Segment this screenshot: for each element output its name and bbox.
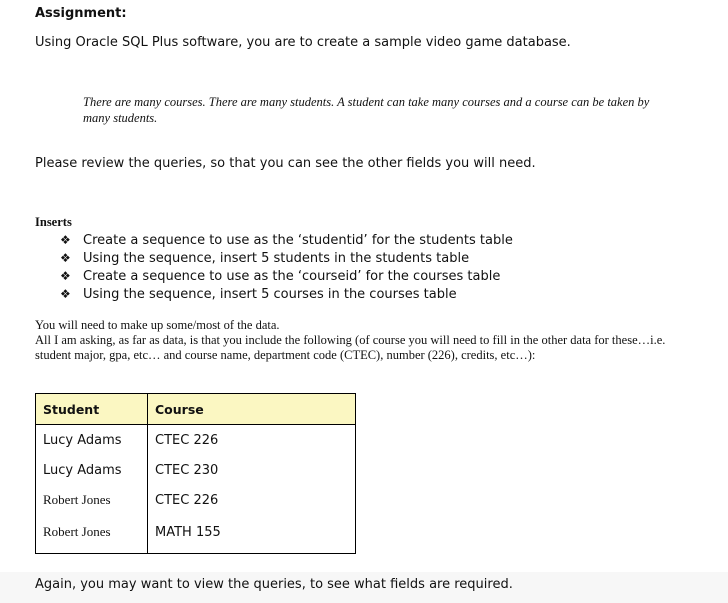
cell-course: CTEC 226 (148, 425, 356, 456)
list-item (60, 267, 513, 285)
cell-course: CTEC 230 (148, 455, 356, 485)
table-header-row (36, 394, 356, 425)
bullet-text: Create a sequence to use as the ‘courseid’ for the courses table (83, 269, 501, 284)
cell-student: Lucy Adams (36, 455, 148, 485)
cell-course: MATH 155 (148, 515, 356, 554)
enrollment-table (35, 393, 356, 554)
cell-student: Robert Jones (36, 485, 148, 515)
relationship-quote: There are many courses. There are many students. A student can take many courses and a course can be taken by many students. (83, 95, 650, 125)
list-item (60, 231, 513, 249)
instruction-line-2: All I am asking, as far as data, is that you include the following (of course you will need to fill in the other data for these…i.e. student major, gpa, etc… and course name, department code (CTEC), number (226), credits, etc…): (35, 333, 666, 362)
four-diamond-bullet-icon: ❖ (60, 251, 71, 265)
header-course: Course (148, 394, 356, 425)
list-item (60, 285, 513, 303)
footer-note: Again, you may want to view the queries, to see what fields are required. (35, 577, 513, 592)
assignment-heading: Assignment: (35, 6, 127, 21)
intro-paragraph: Using Oracle SQL Plus software, you are to create a sample video game database. (35, 35, 571, 50)
inserts-list (60, 231, 513, 303)
four-diamond-bullet-icon: ❖ (60, 269, 71, 283)
bullet-text: Using the sequence, insert 5 students in the students table (83, 251, 470, 266)
table-row (36, 455, 356, 485)
instruction-line-1: You will need to make up some/most of the data. (35, 318, 280, 332)
four-diamond-bullet-icon: ❖ (60, 287, 71, 301)
cell-course: CTEC 226 (148, 485, 356, 515)
review-paragraph: Please review the queries, so that you can see the other fields you will need. (35, 156, 536, 171)
table-row (36, 485, 356, 515)
bullet-text: Using the sequence, insert 5 courses in the courses table (83, 287, 457, 302)
table-row (36, 515, 356, 554)
cell-student: Robert Jones (36, 515, 148, 554)
header-student: Student (36, 394, 148, 425)
bullet-text: Create a sequence to use as the ‘studentid’ for the students table (83, 233, 513, 248)
four-diamond-bullet-icon: ❖ (60, 233, 71, 247)
cell-student: Lucy Adams (36, 425, 148, 456)
table-row (36, 425, 356, 456)
inserts-heading: Inserts (35, 215, 72, 229)
data-instructions (35, 318, 695, 363)
list-item (60, 249, 513, 267)
